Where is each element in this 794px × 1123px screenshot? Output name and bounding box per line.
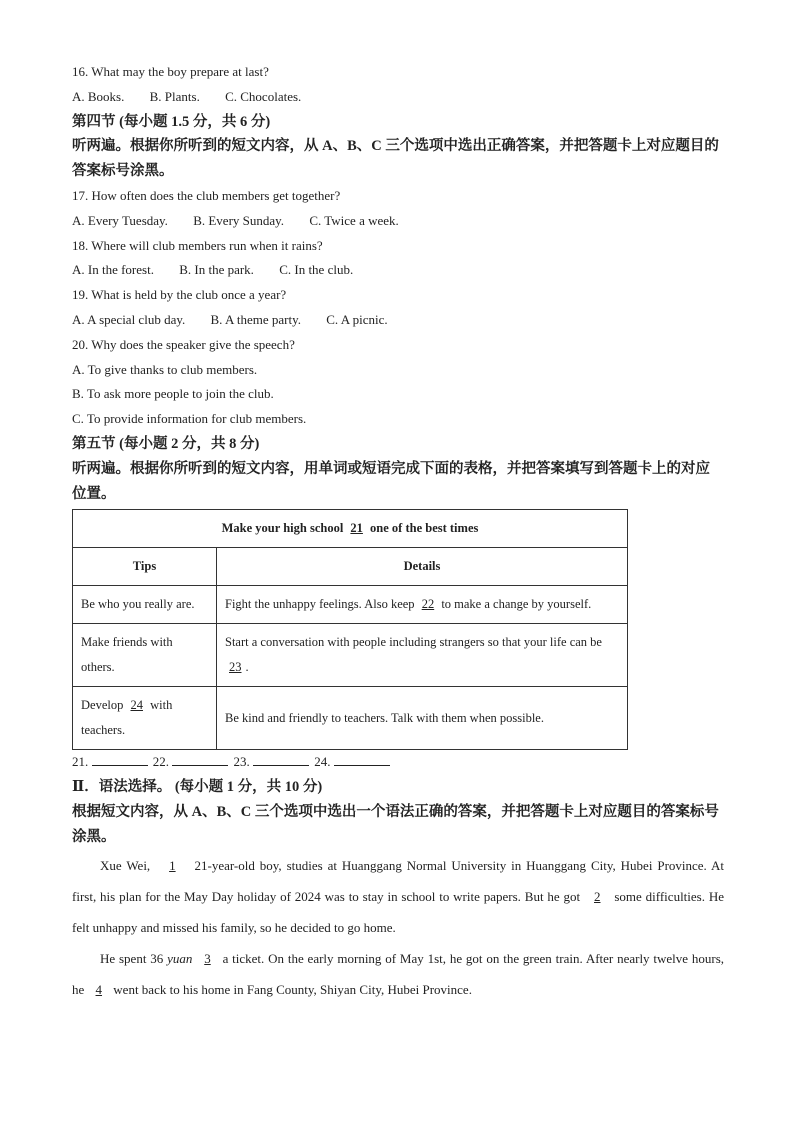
blank-21: 21 bbox=[350, 521, 363, 536]
blank-23: 23 bbox=[229, 660, 242, 675]
option-b[interactable]: B. A theme party. bbox=[210, 311, 302, 327]
blank-2: 2 bbox=[594, 888, 601, 904]
question-18-options bbox=[72, 258, 724, 283]
answer-blank-24[interactable] bbox=[334, 751, 390, 766]
detail-cell: Start a conversation with people including strangers so that your life can be 23 . bbox=[217, 624, 628, 687]
table-title: Make your high school 21 one of the best times bbox=[73, 510, 628, 548]
exam-page bbox=[72, 60, 724, 1005]
question-19-options bbox=[72, 308, 724, 333]
tip-cell: Develop 24 with teachers. bbox=[73, 687, 217, 750]
option-a[interactable]: A. In the forest. bbox=[72, 262, 154, 278]
answer-blank-21[interactable] bbox=[92, 751, 148, 766]
question-20: 20. Why does the speaker give the speech? bbox=[72, 336, 295, 352]
option-b[interactable]: B. In the park. bbox=[179, 262, 254, 278]
section-5-heading: 第五节 (每小题 2 分，共 8 分) bbox=[72, 435, 260, 452]
section-2-heading: Ⅱ．语法选择。 (每小题 1 分，共 10 分) bbox=[72, 779, 323, 796]
option-c[interactable]: C. A picnic. bbox=[326, 311, 388, 327]
answer-blank-23[interactable] bbox=[253, 751, 309, 766]
section-4-instruction: 听两遍。根据你所听到的短文内容，从 A、B、C 三个选项中选出正确答案，并把答题卡上对应题目的答案标号涂黑。 bbox=[72, 138, 719, 180]
question-19: 19. What is held by the club once a year? bbox=[72, 287, 287, 303]
option-c[interactable]: C. Twice a week. bbox=[309, 212, 399, 228]
blank-4: 4 bbox=[95, 981, 103, 997]
option-b[interactable]: B. Every Sunday. bbox=[193, 212, 285, 228]
blank-1: 1 bbox=[169, 857, 176, 873]
detail-cell: Fight the unhappy feelings. Also keep 22 to make a change by yourself. bbox=[217, 586, 628, 624]
answer-blanks: 21. 22. 23. 24. bbox=[72, 750, 724, 775]
question-18: 18. Where will club members run when it rains? bbox=[72, 237, 323, 253]
blank-22: 22 bbox=[421, 597, 435, 612]
section-2-instruction: 根据短文内容，从 A、B、C 三个选项中选出一个语法正确的答案，并把答题卡上对应题目的答案标号涂黑。 bbox=[72, 803, 719, 845]
column-header-tips: Tips bbox=[73, 548, 217, 586]
tips-table bbox=[72, 509, 628, 750]
table-row bbox=[73, 624, 628, 687]
tip-cell: Be who you really are. bbox=[73, 586, 217, 624]
option-a[interactable]: A. Books. bbox=[72, 88, 125, 104]
option-b[interactable]: B. Plants. bbox=[149, 88, 200, 104]
blank-3: 3 bbox=[204, 950, 211, 966]
answer-blank-22[interactable] bbox=[172, 751, 228, 766]
question-16: 16. What may the boy prepare at last? bbox=[72, 64, 269, 79]
question-17-options bbox=[72, 209, 724, 234]
blank-24: 24 bbox=[130, 698, 143, 713]
question-16-options bbox=[72, 85, 724, 110]
column-header-details: Details bbox=[217, 548, 628, 586]
option-a[interactable]: A. Every Tuesday. bbox=[72, 212, 168, 228]
question-17: 17. How often does the club members get together? bbox=[72, 187, 341, 203]
detail-cell: Be kind and friendly to teachers. Talk with them when possible. bbox=[217, 687, 628, 750]
option-a[interactable]: A. A special club day. bbox=[72, 311, 186, 327]
option-c[interactable]: C. In the club. bbox=[279, 262, 354, 278]
option-c[interactable]: C. Chocolates. bbox=[225, 88, 302, 104]
option-c[interactable]: C. To provide information for club members. bbox=[72, 411, 307, 427]
table-row bbox=[73, 586, 628, 624]
table-row bbox=[73, 687, 628, 750]
option-b[interactable]: B. To ask more people to join the club. bbox=[72, 386, 274, 402]
section-4-heading: 第四节 (每小题 1.5 分，共 6 分) bbox=[72, 113, 271, 130]
passage-paragraph-2: He spent 36 yuan 3 a ticket. On the early morning of May 1st, he got on the green train. After nearly twelve hours, he 4 went back to his home in Fang County, Shiyan City, Hubei Province. bbox=[72, 950, 725, 997]
section-5-instruction: 听两遍。根据你所听到的短文内容，用单词或短语完成下面的表格，并把答案填写到答题卡上的对应位置。 bbox=[72, 460, 710, 502]
option-a[interactable]: A. To give thanks to club members. bbox=[72, 361, 258, 377]
tip-cell: Make friends with others. bbox=[73, 624, 217, 687]
passage-paragraph-1: Xue Wei, 1 21-year-old boy, studies at Huanggang Normal University in Huanggang City, Hubei Province. At first, his plan for the May Day holiday of 2024 was to stay in school to write papers. But he got 2 some difficulties. He felt unhappy and missed his family, so he decided to go home. bbox=[72, 857, 724, 935]
